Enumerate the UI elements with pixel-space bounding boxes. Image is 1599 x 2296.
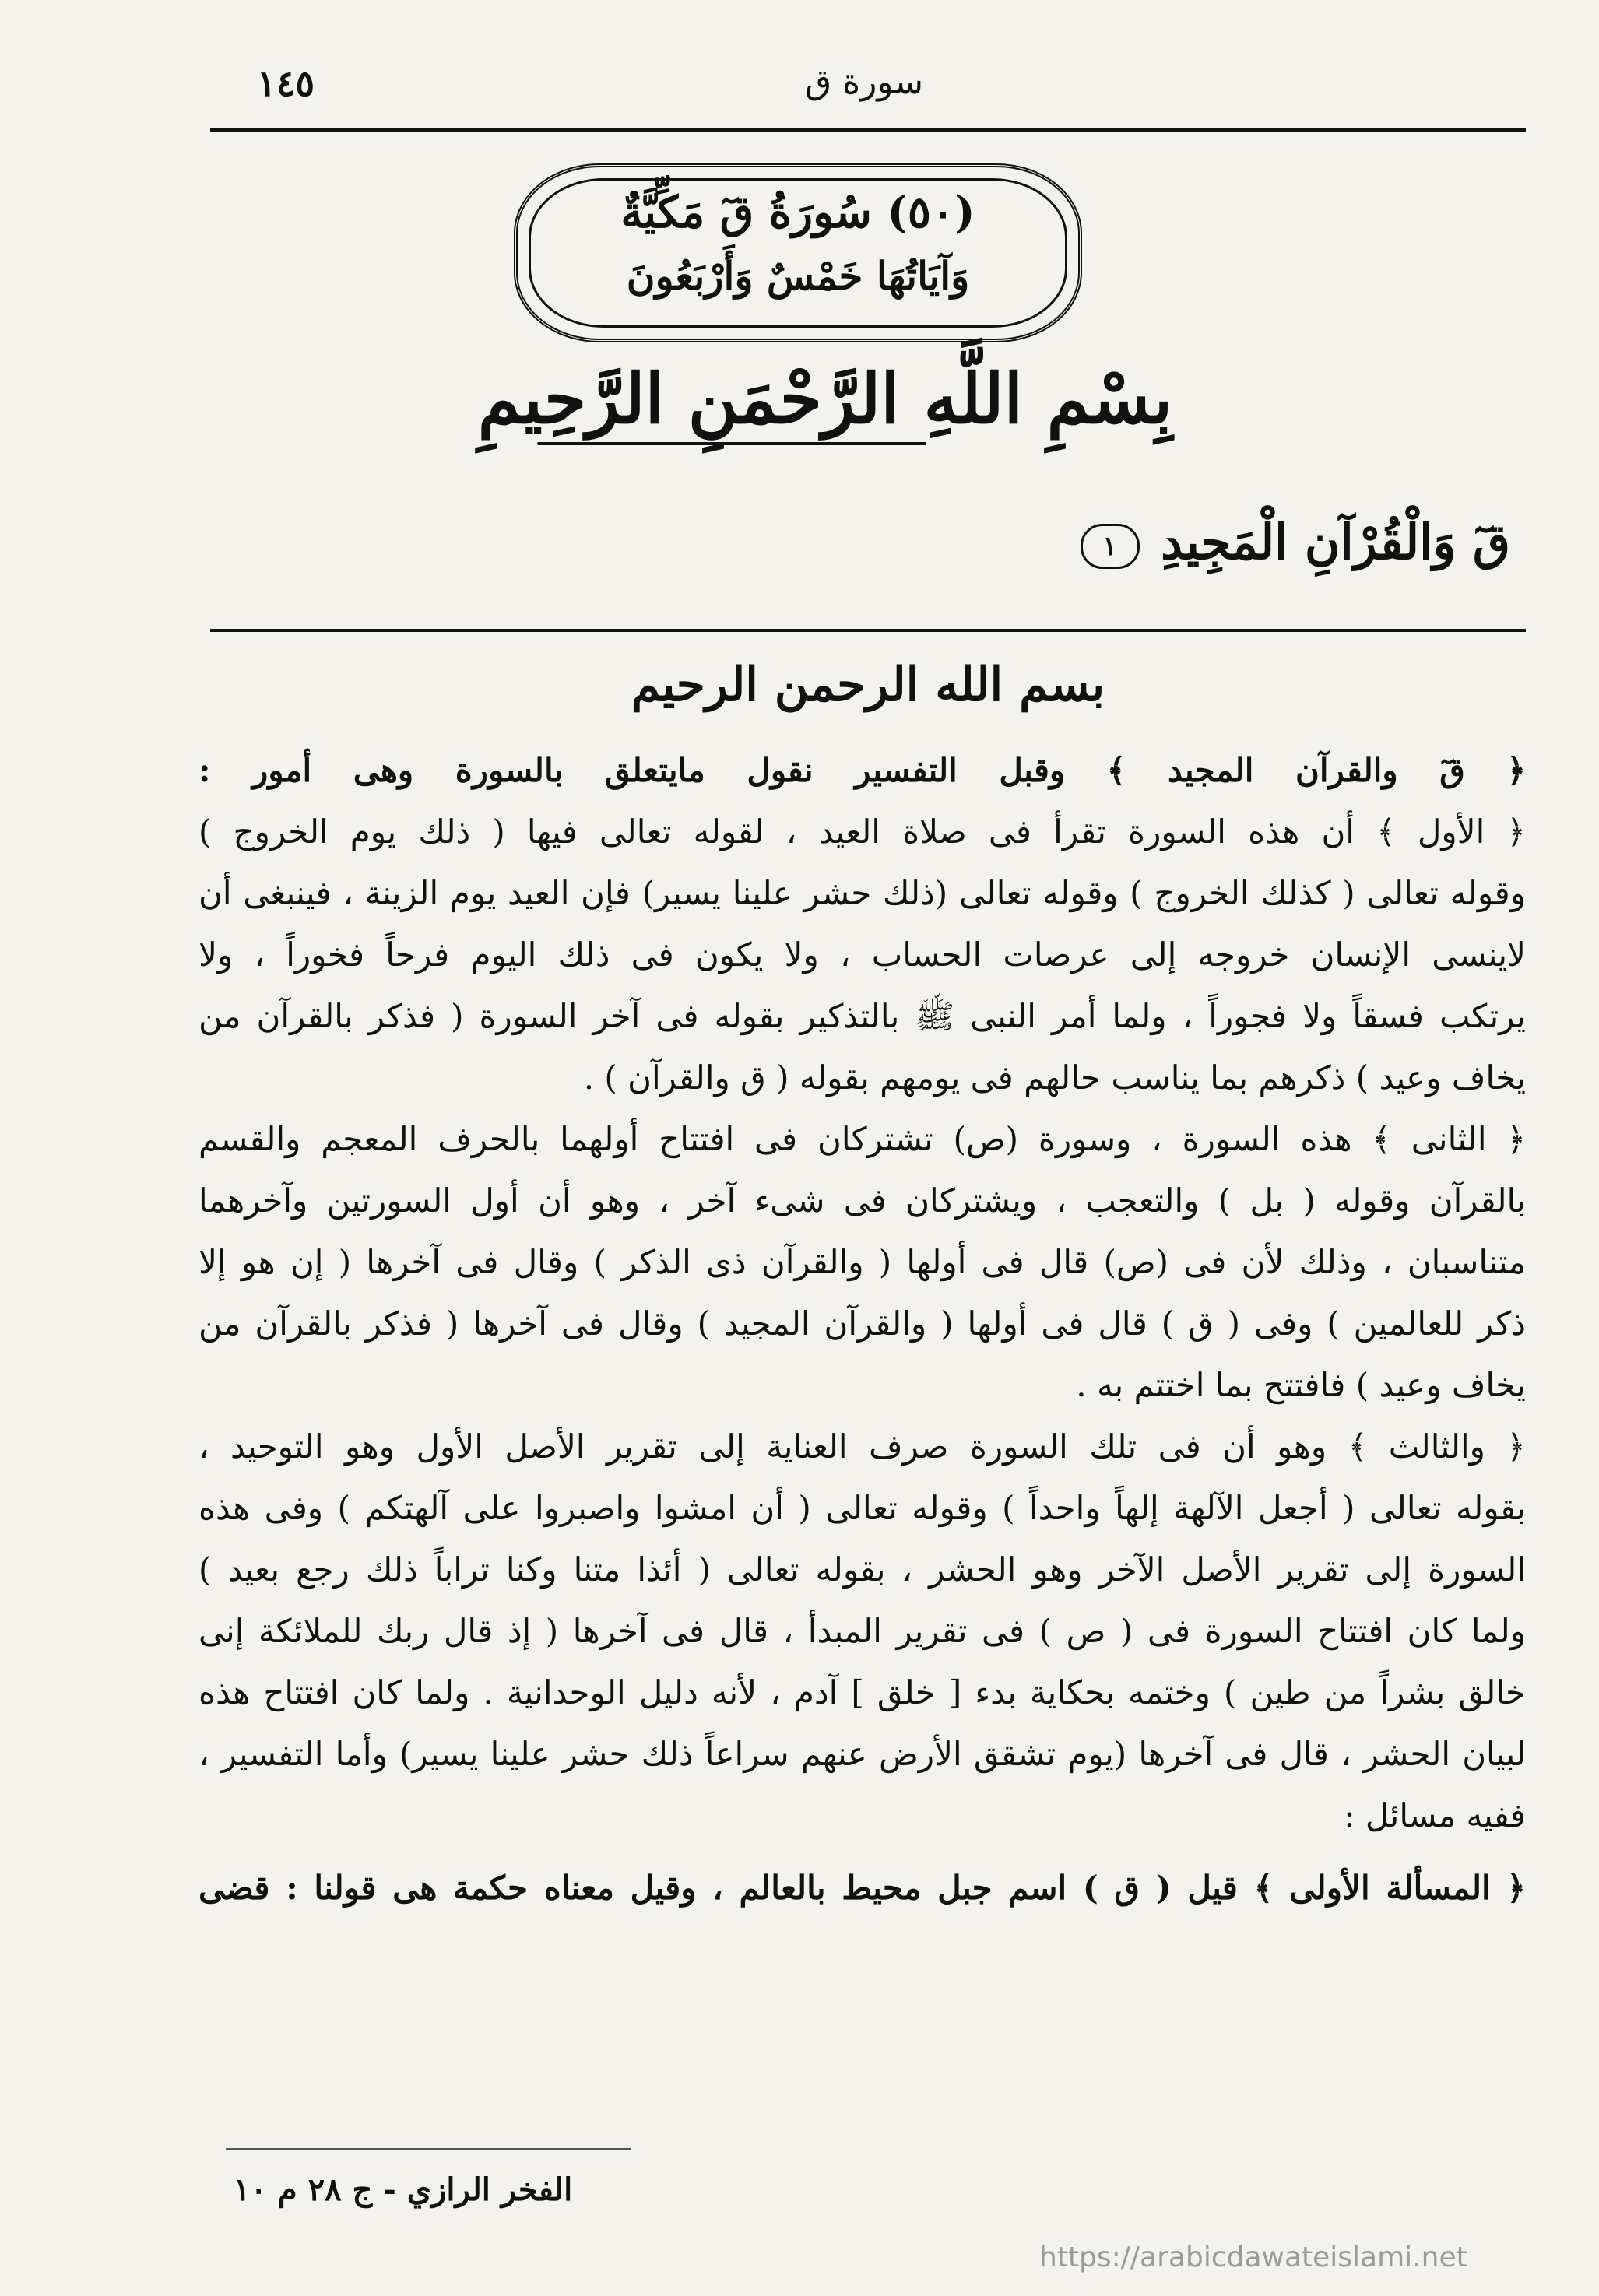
verse-number-marker: ١ — [1081, 524, 1140, 569]
text-line: ﴿ الأول ﴾ أن هذه السورة تقرأ فى صلاة العيد ، لقوله تعالى فيها ( ذلك يوم الخروج ) — [199, 813, 1526, 851]
text-line: يخاف وعيد ) ذكرهم بما يناسب حالهم فى يومهم بقوله ( ق والقرآن ) . — [583, 1058, 1526, 1097]
page-header — [210, 54, 1518, 117]
text-line: ﴿ المسألة الأولى ﴾ قيل ( ق ) اسم جبل محيط بالعالم ، وقيل معناه حكمة هى قولنا : قضى — [199, 1869, 1526, 1907]
text-line: متناسبان ، وذلك لأن فى (ص) قال فى أولها ( والقرآن ذى الذكر ) وقال فى آخرها ( إن هو إلا — [199, 1243, 1526, 1281]
section-rule — [210, 629, 1526, 632]
text-line: وقوله تعالى ( كذلك الخروج ) وقوله تعالى (ذلك حشر علينا يسير) فإن العيد يوم الزينة ، فينبغى أن — [199, 874, 1526, 912]
footer-volume-note: الفخر الرازي - ج ٢٨ م ١٠ — [234, 2171, 573, 2208]
text-line: يرتكب فسقاً ولا فجوراً ، ولما أمر النبى ﷺ بالتذكير بقوله فى آخر السورة ( فذكر بالقرآن من — [199, 997, 1526, 1035]
verse-text: قٓ وَالْقُرْآنِ الْمَجِيدِ — [1161, 514, 1510, 570]
surah-title-frame — [514, 163, 1082, 342]
page-number: ١٤٥ — [257, 62, 315, 104]
basmala-heading: بسم الله الرحمن الرحيم — [631, 658, 1105, 712]
text-line: ففيه مسائل : — [1344, 1796, 1526, 1834]
text-line: لاينسى الإنسان خروجه إلى عرصات الحساب ، ولا يكون فى ذلك اليوم فرحاً فخوراً ، ولا — [199, 936, 1526, 974]
watermark-url: https://arabicdawateislami.net — [1039, 2242, 1467, 2273]
text-line: ﴿ والثالث ﴾ وهو أن فى تلك السورة صرف العناية إلى تقرير الأصل الأول وهو التوحيد ، — [199, 1427, 1526, 1466]
basmala-calligraphy: بِسْمِ اللَّهِ الرَّحْمَنِ الرَّحِيمِ — [477, 358, 1173, 439]
surah-title: (٥٠) سُورَةُ قٓ مَكِّيَّةٌ — [620, 187, 975, 238]
footer-rule — [226, 2148, 631, 2150]
commentary-text — [199, 739, 1526, 1919]
text-line: ولما كان افتتاح السورة فى ( ص ) فى تقرير المبدأ ، قال فى آخرها ( إذ قال ربك للملائكة إنى — [199, 1612, 1526, 1650]
basmala-stroke — [537, 442, 926, 445]
text-line: ﴿ قٓ والقرآن المجيد ﴾ وقبل التفسير نقول مايتعلق بالسورة وهى أمور : — [199, 751, 1526, 789]
text-line: السورة إلى تقرير الأصل الآخر وهو الحشر ، بقوله تعالى ( أئذا متنا وكنا تراباً ذلك رجع بعيد ) — [199, 1550, 1526, 1589]
header-rule — [210, 128, 1526, 132]
text-line: بالقرآن وقوله ( بل ) والتعجب ، ويشتركان فى شىء آخر ، وهو أن أول السورتين وآخرهما — [199, 1181, 1526, 1220]
text-line: ذكر للعالمين ) وفى ( ق ) قال فى أولها ( والقرآن المجيد ) وقال فى آخرها ( فذكر بالقرآن من — [199, 1304, 1526, 1343]
verse-count: وَآيَاتُهَا خَمْسٌ وَأَرْبَعُونَ — [626, 253, 970, 299]
text-line: ﴿ الثانى ﴾ هذه السورة ، وسورة (ص) تشتركان فى افتتاح أولهما بالحرف المعجم والقسم — [199, 1120, 1526, 1158]
text-line: بقوله تعالى ( أجعل الآلهة إلهاً واحداً ) وقوله تعالى ( أن امشوا واصبروا على آلهتكم ) وفى هذه — [199, 1489, 1526, 1527]
text-line: خالق بشراً من طين ) وختمه بحكاية بدء [ خلق ] آدم ، لأنه دليل الوحدانية . ولما كان افتتاح هذه — [199, 1673, 1526, 1711]
quran-verse — [903, 514, 1510, 570]
text-line: يخاف وعيد ) فافتتح بما اختتم به . — [1076, 1366, 1526, 1404]
running-title: سورة ق — [804, 62, 924, 102]
text-line: لبيان الحشر ، قال فى آخرها (يوم تشقق الأرض عنهم سراعاً ذلك حشر علينا يسير) وأما التفسير ، — [199, 1735, 1526, 1773]
